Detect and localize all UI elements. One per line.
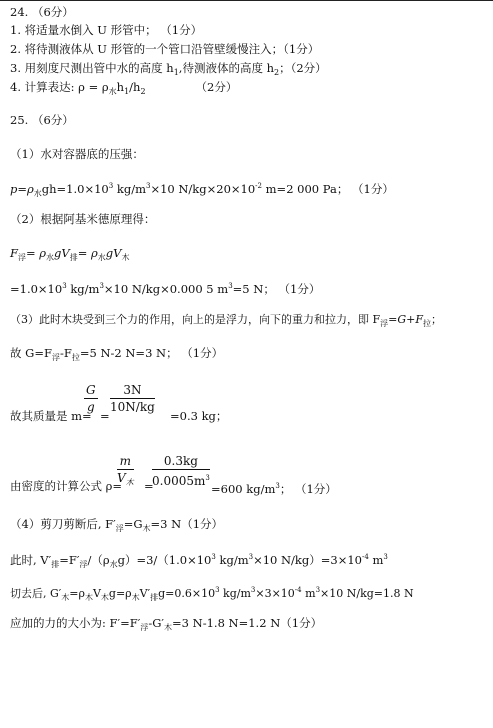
q24-header: 24. （6分） [10, 5, 74, 19]
q25-part4-buoyancy: （4）剪刀剪断后, $F'_浮=G_木=3$ N（1分） [10, 517, 224, 533]
q25-density-label: 由密度的计算公式 ρ= [10, 479, 123, 493]
mass-result: =0.3 kg； [170, 409, 228, 423]
q25-part4-applied-force: 应加的力的大小为: $F'=F'_浮-G'_木=3$ N-1.8 N=1.2 N（1分） [10, 616, 323, 632]
q25-part2-title: （2）根据阿基米德原理得： [10, 212, 156, 226]
density-fraction-numeric: $\frac{0.3kg}{0.0005m^3}$ [152, 454, 210, 488]
q24-step-3: 3. 用刻度尺测出管中水的高度 $h_1$,待测液体的高度 $h_2$；（2分） [10, 61, 327, 77]
q25-part3-weight: 故 $G=F_浮-F_拉=5$ N-2 N=3 N； （1分） [10, 346, 224, 362]
mass-fraction-g-over-g: $\frac{G}{g}$ [86, 383, 96, 414]
q25-part2-calc: $=1.0\times 10^3$ $kg/m^3\times 10$ N/kg×0.000 5 $m^3=5$ N； （1分） [10, 282, 321, 296]
q24-step-1: 1. 将适量水倒入 U 形管中； （1分） [10, 23, 203, 37]
q25-part4-volume: 此时, $V'_排=F'_浮/(\rho_水g)=3/(1.0\times 10^3$ $kg/m^3\times 10$ $N/kg)=3\times 10^{-4}$ $m^3$ [10, 553, 388, 569]
q24-step-2: 2. 将待测液体从 U 形管的一个管口沿管壁缓慢注入；（1分） [10, 42, 320, 56]
density-fraction-m-over-v: m $V_木$ [117, 454, 134, 487]
q25-header: 25. （6分） [10, 113, 74, 127]
q24-step-4: 4. 计算表达: $\rho = \rho_水h_1/h_2$ （2分） [10, 80, 238, 96]
density-result: =600 $kg/m^3$； （1分） [211, 482, 337, 496]
q25-part4-weight-after-cut: 切去后, $G'_木=\rho_木V_木g=\rho_木V'_排g=0.6\times 10^3$ $kg/m^3\times 3\times 10^{-4}$ $m^3\times 10$ N/kg=1.8 N [10, 586, 414, 602]
q25-part1-title: （1）水对容器底的压强： [10, 147, 144, 161]
density-equals: = [144, 479, 154, 493]
q25-part3-text: （3）此时木块受到三个力的作用，向上的是浮力，向下的重力和拉力，即 $F_浮=G+F_拉$； [10, 313, 442, 328]
q25-part1-formula: $p=\rho_水gh=1.0\times 10^3$ $kg/m^3\times 10$ $N/kg\times 20\times 10^{-2}$ m=2 000 Pa； （1分） [10, 182, 394, 198]
mass-equals: = [100, 409, 110, 423]
q25-mass-label: 故其质量是 m= [10, 409, 92, 423]
mass-fraction-numeric: $\frac{3N}{10N/kg}$ [110, 383, 155, 414]
q25-part2-formula: $F_浮= \rho_水gV_排= \rho_水gV_木$ [10, 246, 130, 262]
top-rule [0, 0, 493, 1]
